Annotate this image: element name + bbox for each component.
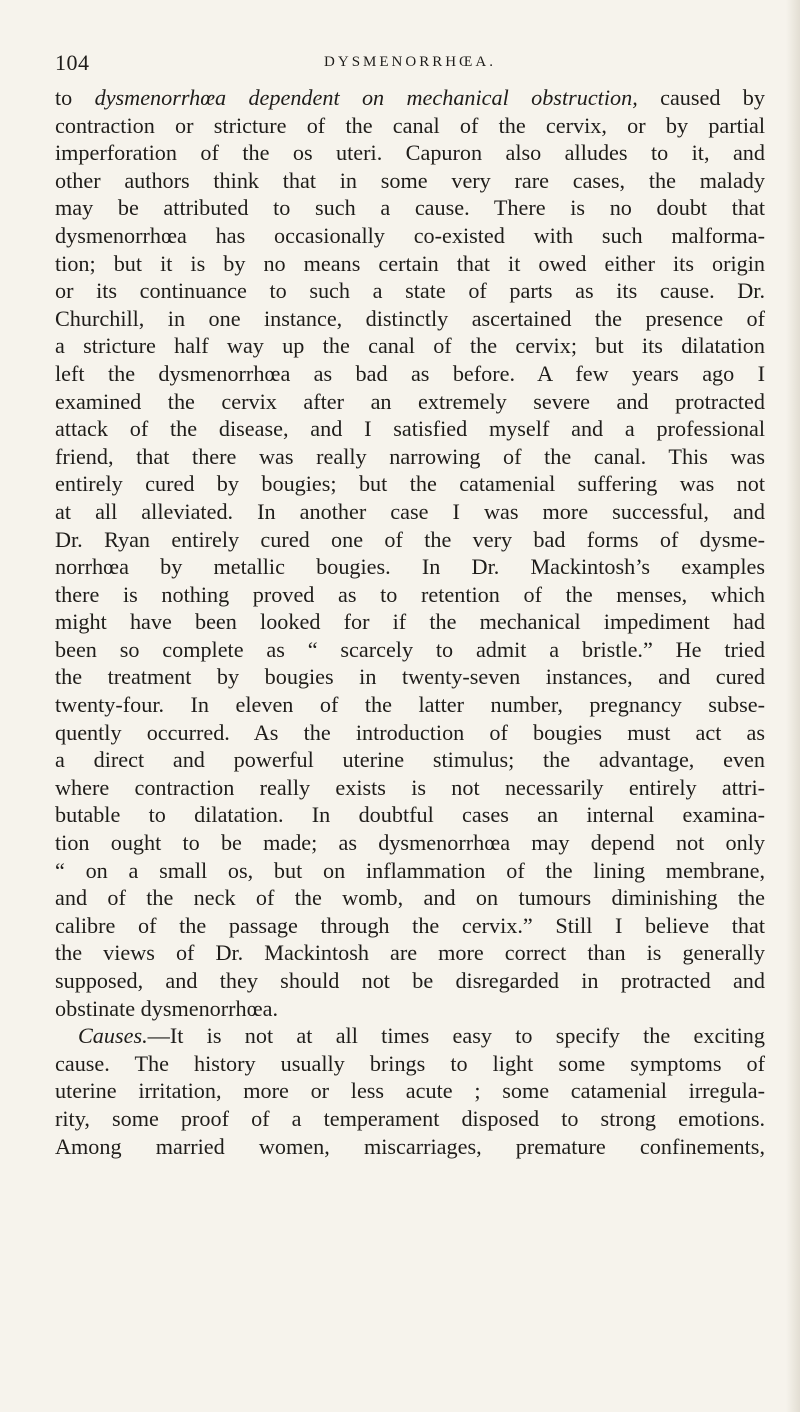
- body-text: [55, 84, 765, 1160]
- text-line: [55, 1133, 765, 1161]
- line-text: a direct and powerful uterine stimulus; the advantage, even: [55, 747, 765, 773]
- line-text: might have been looked for if the mechanical impediment had: [55, 609, 765, 635]
- text-line: [55, 1022, 765, 1050]
- page-edge-shadow: [786, 0, 800, 1412]
- line-text: “ on a small os, but on inflammation of the lining membrane,: [55, 857, 765, 883]
- text-line: [55, 277, 765, 305]
- line-text: Dr. Ryan entirely cured one of the very bad forms of dysme-: [55, 526, 765, 552]
- italic-phrase: Causes.: [78, 1023, 148, 1049]
- text-line: [55, 84, 765, 112]
- text-line: [55, 801, 765, 829]
- italic-phrase: dysmenorrhœa dependent on mechanical obstruction,: [94, 85, 638, 110]
- text-line: [55, 691, 765, 719]
- line-text: other authors think that in some very rare cases, the malady: [55, 167, 765, 193]
- text-line: [55, 443, 765, 471]
- text-line: [55, 553, 765, 581]
- line-text: cause. The history usually brings to light some symptoms of: [55, 1050, 765, 1076]
- text-line: [55, 222, 765, 250]
- line-text: at all alleviated. In another case I was more successful, and: [55, 498, 765, 524]
- text-line: [55, 884, 765, 912]
- text-line: [55, 332, 765, 360]
- line-text: or its continuance to such a state of parts as its cause. Dr.: [55, 278, 765, 304]
- line-text: rity, some proof of a temperament disposed to strong emotions.: [55, 1105, 765, 1131]
- text-line: [55, 857, 765, 885]
- text-line: [55, 939, 765, 967]
- line-text: entirely cured by bougies; but the catamenial suffering was not: [55, 471, 765, 497]
- text-line: [55, 360, 765, 388]
- line-text: uterine irritation, more or less acute ; some catamenial irregula-: [55, 1078, 765, 1104]
- line-text: may be attributed to such a cause. There is no doubt that: [55, 195, 765, 221]
- text-line: [55, 1050, 765, 1078]
- text-line: [55, 1105, 765, 1133]
- line-text: friend, that there was really narrowing of the canal. This was: [55, 443, 765, 469]
- line-text: twenty-four. In eleven of the latter number, pregnancy subse-: [55, 692, 765, 718]
- text-line: [55, 967, 765, 995]
- text-line: [55, 608, 765, 636]
- line-text: left the dysmenorrhœa as bad as before. A few years ago I: [55, 360, 765, 386]
- line-text: the views of Dr. Mackintosh are more correct than is generally: [55, 940, 765, 966]
- line-text: Among married women, miscarriages, premature confinements,: [55, 1133, 765, 1159]
- text-line: [55, 388, 765, 416]
- text-line: [55, 829, 765, 857]
- line-text: quently occurred. As the introduction of bougies must act as: [55, 719, 765, 745]
- line-text: where contraction really exists is not necessarily entirely attri-: [55, 774, 765, 800]
- line-text: tion ought to be made; as dysmenorrhœa may depend not only: [55, 830, 765, 856]
- page-number: 104: [55, 50, 90, 75]
- text-line: [55, 415, 765, 443]
- text-line: [55, 194, 765, 222]
- text-line: [55, 774, 765, 802]
- text-line: [55, 995, 765, 1023]
- line-text: —It is not at all times easy to specify the exciting: [147, 1023, 765, 1049]
- text-line: [55, 139, 765, 167]
- text-line: [55, 526, 765, 554]
- text-line: [55, 498, 765, 526]
- text-line: [55, 719, 765, 747]
- line-text: there is nothing proved as to retention of the menses, which: [55, 581, 765, 607]
- text-line: [55, 581, 765, 609]
- running-title: DYSMENORRHŒA.: [324, 54, 496, 70]
- text-line: [55, 167, 765, 195]
- line-text: Churchill, in one instance, distinctly ascertained the presence of: [55, 305, 765, 331]
- text-line: [55, 663, 765, 691]
- line-text: examined the cervix after an extremely severe and protracted: [55, 388, 765, 414]
- line-text: calibre of the passage through the cervix.” Still I believe that: [55, 912, 765, 938]
- line-text: imperforation of the os uteri. Capuron also alludes to it, and: [55, 140, 765, 166]
- line-text: caused by: [637, 85, 765, 110]
- text-line: [55, 912, 765, 940]
- text-line: [55, 250, 765, 278]
- line-text: attack of the disease, and I satisfied myself and a professional: [55, 416, 765, 442]
- line-text: contraction or stricture of the canal of the cervix, or by partial: [55, 112, 765, 138]
- line-text: and of the neck of the womb, and on tumours diminishing the: [55, 885, 765, 911]
- line-text: obstinate dysmenorrhœa.: [55, 995, 279, 1021]
- line-text: supposed, and they should not be disregarded in protracted and: [55, 968, 765, 993]
- page-header: [55, 50, 765, 80]
- text-line: [55, 746, 765, 774]
- line-text: a stricture half way up the canal of the cervix; but its dilatation: [55, 333, 765, 359]
- line-text: dysmenorrhœa has occasionally co-existed with such malforma-: [55, 222, 765, 248]
- text-line: [55, 636, 765, 664]
- text-line: [55, 305, 765, 333]
- line-text: the treatment by bougies in twenty-seven instances, and cured: [55, 664, 765, 690]
- text-line: [55, 1077, 765, 1105]
- line-text: been so complete as “ scarcely to admit a bristle.” He tried: [55, 636, 765, 662]
- text-line: [55, 470, 765, 498]
- line-text: tion; but it is by no means certain that it owed either its origin: [55, 250, 765, 276]
- line-text: to: [55, 85, 95, 110]
- text-line: [55, 112, 765, 140]
- line-text: norrhœa by metallic bougies. In Dr. Mackintosh’s examples: [55, 554, 765, 580]
- line-text: butable to dilatation. In doubtful cases an internal examina-: [55, 802, 765, 828]
